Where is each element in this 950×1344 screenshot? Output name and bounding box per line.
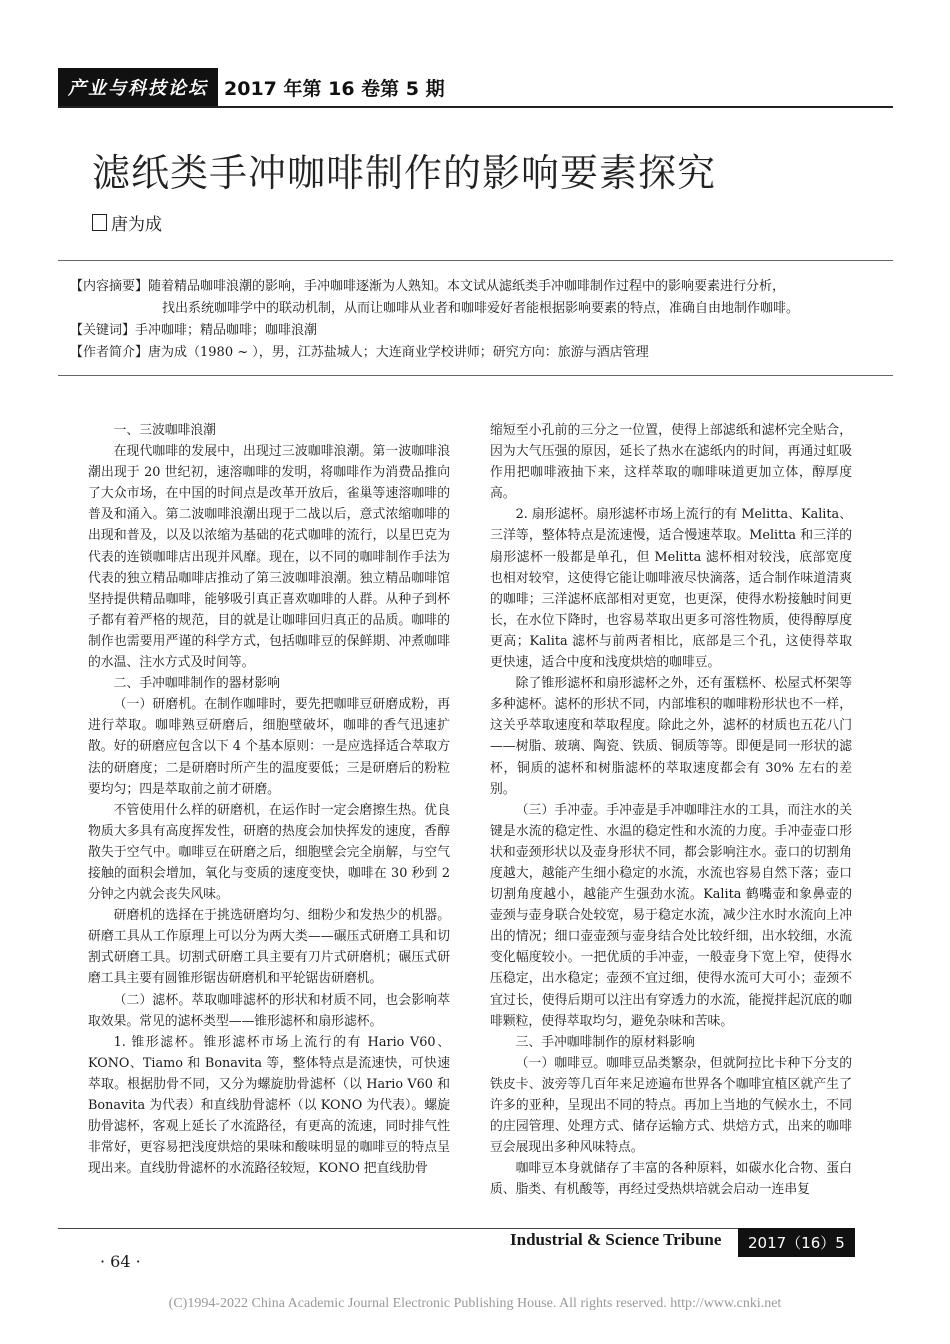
keywords: 手冲咖啡；精品咖啡；咖啡浪潮 <box>135 323 318 338</box>
journal-header <box>58 68 445 106</box>
journal-name-badge: 产业与科技论坛 <box>58 68 218 106</box>
paragraph: 研磨机的选择在于挑选研磨均匀、细粉少和发热少的机器。研磨工具从工作原理上可以分为两大类——碾压式研磨工具和切割式研磨工具。切割式研磨工具主要有刀片式研磨机；碾压式研磨工具主要有圆锥形锯齿研磨机和平轮锯齿研磨机。 <box>88 908 450 987</box>
abstract-top-rule <box>58 260 893 261</box>
abstract-text-2: 找出系统咖啡学中的联动机制，从而让咖啡从业者和咖啡爱好者能根据影响要素的特点，准确自由地制作咖啡。 <box>162 301 800 316</box>
footer-rule <box>58 1228 748 1229</box>
page-number: · 64 · <box>100 1252 141 1271</box>
paragraph: 缩短至小孔前的三分之一位置，使得上部滤纸和滤杯完全贴合，因为大气压强的原因，延长了热水在滤纸内的时间，再通过虹吸作用把咖啡液抽下来，这样萃取的咖啡味道更加立体，醇厚度高。 <box>490 423 852 502</box>
paragraph: （一）研磨机。在制作咖啡时，要先把咖啡豆研磨成粉，再进行萃取。咖啡熟豆研磨后，细胞壁破坏，咖啡的香气迅速扩散。好的研磨应包含以下 4 个基本原则：一是应选择适合萃取方法的研磨度；二是研磨时所产生的温度要低；三是研磨后的粉粒要均匀；四是萃取前之前才研磨。 <box>88 697 450 797</box>
paragraph: 2. 扇形滤杯。扇形滤杯市场上流行的有 Melitta、Kalita、三洋等，整体特点是流速慢，适合慢速萃取。Melitta 和三洋的扇形滤杯一般都是单孔，但 Melitta 滤杯相对较浅，底部宽度也相对较窄，这使得它能让咖啡液尽快滴落，适合制作味道清爽的咖啡；三洋滤杯底部相对更宽，也更深，使得水粉接触时间更长，在水位下降时，也容易萃取出更多可溶性物质，使得醇厚度更高；Kalita 滤杯与前两者相比，底部是三个孔，这使得萃取更快速，适合中度和浅度烘焙的咖啡豆。 <box>490 507 852 671</box>
author-name: 唐为成 <box>111 215 162 235</box>
paragraph: 除了锥形滤杯和扇形滤杯之外，还有蛋糕杯、松屋式杯架等多种滤杯。滤杯的形状不同，内部堆积的咖啡粉形状也不一样，这关乎萃取速度和萃取程度。除此之外，滤杯的材质也五花八门——树脂、玻璃、陶瓷、铁质、铜质等等。即便是同一形状的滤杯，铜质的滤杯和树脂滤杯的萃取速度都会有 30% 左右的差别。 <box>490 676 852 797</box>
paragraph: 咖啡豆本身就储存了丰富的各种原料，如碳水化合物、蛋白质、脂类、有机酸等，再经过受热烘培就会启动一连串复 <box>490 1161 852 1198</box>
abstract-label: 【内容摘要】 <box>70 279 149 294</box>
paragraph: 1. 锥形滤杯。锥形滤杯市场上流行的有 Hario V60、KONO、Tiamo 和 Bonavita 等，整体特点是流速快，可快速萃取。根据肋骨不同，又分为螺旋肋骨滤杯（以 Hario V60 和 Bonavita 为代表）和直线肋骨滤杯（以 KONO 为代表）。螺旋肋骨滤杯，客观上延长了水流路径，有更高的流速，同时排气性非常好，更容易把浅度烘焙的果味和酸味明显的咖啡豆的特点呈现出来。直线肋骨滤杯的水流路径较短，KONO 把直线肋骨 <box>88 1034 450 1177</box>
keywords-label: 【关键词】 <box>70 323 136 338</box>
paragraph: （二）滤杯。萃取咖啡滤杯的形状和材质不同，也会影响萃取效果。常见的滤杯类型——锥形滤杯和扇形滤杯。 <box>88 992 450 1029</box>
abstract-bottom-rule <box>58 375 893 376</box>
abstract <box>70 276 875 364</box>
section-heading: 二、手冲咖啡制作的器材影响 <box>113 676 280 692</box>
right-column <box>490 420 852 1200</box>
paragraph: （三）手冲壶。手冲壶是手冲咖啡注水的工具，而注水的关键是水流的稳定性、水温的稳定性和水流的力度。手冲壶壶口形状和壶颈形状以及壶身形状不同，都会影响注水。壶口的切割角度越大，越能产生细小稳定的水流，水流也容易自然下落；壶口切割角度越小，越能产生强劲水流。Kalita 鹤嘴壶和象鼻壶的壶颈与壶身联合处较宽，易于稳定水流，减少注水时水流向上冲出的情况；细口壶壶颈与壶身结合处比较纤细，出水较细，水流变化幅度较小。一把优质的手冲壶，一般壶身下宽上窄，使得水压稳定，出水稳定；壶颈不宜过细，使得水流可大可小；壶颈不宜过长，使得后期可以注出有穿透力的水流，能搅拌起沉底的咖啡颗粒，使得萃取均匀，避免杂味和苦味。 <box>490 802 852 1029</box>
left-column <box>88 420 450 1179</box>
bio-label: 【作者简介】 <box>70 345 149 360</box>
author-line <box>92 210 162 235</box>
section-heading: 三、手冲咖啡制作的原材料影响 <box>515 1034 695 1050</box>
header-rule <box>58 106 893 108</box>
paragraph: 不管使用什么样的研磨机，在运作时一定会磨擦生热。优良物质大多具有高度挥发性，研磨的热度会加快挥发的速度，香醇散失于空气中。咖啡豆在研磨之后，细胞壁会完全崩解，与空气接触的面积会增加，氧化与变质的速度变快，咖啡在 30 秒到 2 分钟之内就会丧失风味。 <box>88 802 450 903</box>
issue-info: 2017 年第 16 卷第 5 期 <box>224 77 445 100</box>
journal-english-name: Industrial & Science Tribune <box>510 1230 722 1249</box>
article-title: 滤纸类手冲咖啡制作的影响要素探究 <box>92 151 717 195</box>
paragraph: 在现代咖啡的发展中，出现过三波咖啡浪潮。第一波咖啡浪潮出现于 20 世纪初，速溶咖啡的发明，将咖啡作为消费品推向了大众市场，在中国的时间点是改革开放后，雀巢等速溶咖啡的普及和涌入。第二波咖啡浪潮出现于二战以后，意式浓缩咖啡的出现和普及，以及以浓缩为基础的花式咖啡的流行，以星巴克为代表的连锁咖啡店出现并风靡。现在，以不同的咖啡制作手法为代表的独立精品咖啡店推动了第三波咖啡浪潮。独立精品咖啡馆坚持提供精品咖啡，能够吸引真正喜欢咖啡的人群。从种子到杯子都有着严格的规范，目的就是让咖啡回归真正的品质。咖啡的制作也需要用严谨的科学方式，包括咖啡豆的保鲜期、冲煮咖啡的水温、注水方式及时间等。 <box>88 444 450 671</box>
issue-badge: 2017（16）5 <box>738 1228 855 1257</box>
section-heading: 一、三波咖啡浪潮 <box>113 423 216 438</box>
copyright-watermark: (C)1994-2022 China Academic Journal Electronic Publishing House. All rights reserved. http://www.cnki.net <box>168 1296 782 1311</box>
abstract-text-1: 随着精品咖啡浪潮的影响，手冲咖啡逐渐为人熟知。本文试从滤纸类手冲咖啡制作过程中的影响要素进行分析， <box>148 279 786 294</box>
author-box-icon <box>92 214 107 231</box>
paragraph: （一）咖啡豆。咖啡豆品类繁杂，但就阿拉比卡种下分支的铁皮卡、波旁等几百年来足迹遍布世界各个咖啡宜植区就产生了许多的亚种，呈现出不同的特点。再加上当地的气候水土，不同的庄园管理、处理方式、储存运输方式、烘焙方式，出来的咖啡豆会展现出多种风味特点。 <box>490 1055 852 1156</box>
author-bio: 唐为成（1980 ~ ），男，江苏盐城人；大连商业学校讲师；研究方向：旅游与酒店管理 <box>148 345 649 360</box>
